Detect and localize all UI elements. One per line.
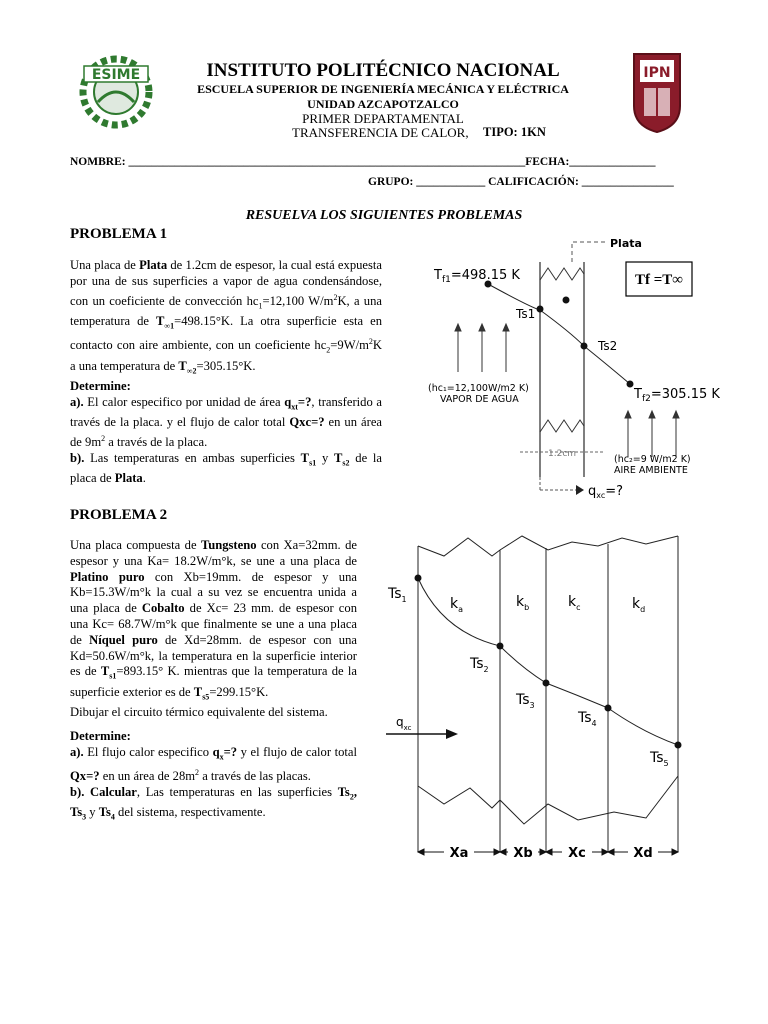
problem2-text: Una placa compuesta de Tungsteno con Xa=32mm. de espesor y una Ka= 18.2W/m°k, se une a una placa de Platino puro con Xb=19mm. de espesor y una Kb=15.3W/m°k la cual a su vez se encuentra unida a una placa de Cobalto de Xc= 23 mm. de espesor con una Kc= 68.7W/m°k que finalmente se une a una placa de Níquel puro de Xd=28mm. de espesor con una Kd=50.6W/m°k, la temperatura en la superficie interior es de $T_{s1}=893.15^\circ$ K. mientras que la temperatura de la superficie exterior es de $T_{s5}=299.15^\circ K$. Dibujar el circuito térmico equivalente del sistema. Determine: a). El flujo calor especifico $q_x=$? y el flujo de calor total Qx=? en un área de $28m^2$ a través de las placas. b). Calcular, Las temperaturas en las superficies $Ts_2$, $Ts_3$ y $Ts_4$ del sistema, respectivamente. xyxy=(70,538,357,822)
problem1-text: Una placa de Plata de 1.2cm de espesor, la cual está expuesta por una de sus superficies a vapor de agua condensándose, con un coeficiente de convección $hc_1=12,100$ $W/m^2K$, a una temperatura de $T_{\infty 1}=498.15^\circ K$. La otra superficie esta en contacto con aire ambiente, con un coeficiente $hc_2=9W/m^2K$ a una temperatura de $T_{\infty 2}=305.15^\circ K$. Determine: a). El calor especifico por unidad de área $q_{xt}=$?, transferido a través de la placa. y el flujo de calor total Qxc=? en un área de $9m^2$ a través de la placa. b). Las temperaturas en ambas superficies $T_{s1}$ y $T_{s2}$ de la placa de Plata. xyxy=(70,258,382,486)
thickness-label: 1.2cm xyxy=(548,449,577,459)
ipn-logo xyxy=(626,50,688,134)
kd-label: k xyxy=(632,596,641,612)
ts2-label: Ts2 xyxy=(598,339,618,353)
q-label: q xyxy=(396,715,404,729)
hc2-label: (hc₂=9 W/m2 K) xyxy=(614,454,691,465)
institution-title: INSTITUTO POLITÉCNICO NACIONAL xyxy=(206,60,560,81)
tf2-label: =305.15 K xyxy=(650,387,720,402)
problem2-figure xyxy=(382,532,702,872)
svg-text:kd: $k_d$ xyxy=(632,596,646,614)
svg-text:Tf1=498.15 K: $T_{f1}=498.15$ K xyxy=(434,268,520,285)
air-label: AIRE AMBIENTE xyxy=(614,465,688,476)
tf-box: Tf =T∞ xyxy=(635,272,683,288)
plate-label: Plata xyxy=(610,237,642,250)
kc-label: k xyxy=(568,594,577,610)
course-name: TRANSFERENCIA DE CALOR, xyxy=(292,125,469,140)
svg-text:Ts3: $Ts_3$ xyxy=(516,692,535,710)
svg-text:Tf2=305.15 K: $T_{f2}=305.15$ K xyxy=(634,387,720,404)
svg-text:Ts4: $Ts_4$ xyxy=(578,710,597,728)
ka-label: k xyxy=(450,596,459,612)
ts5-label-2: Ts xyxy=(650,750,664,766)
flux-label: =? xyxy=(605,484,624,499)
school-name: ESCUELA SUPERIOR DE INGENIERÍA MECÁNICA Y ELÉCTRICA xyxy=(197,82,569,96)
xd-label: Xd xyxy=(633,846,653,861)
unit-name: UNIDAD AZCAPOTZALCO xyxy=(307,97,459,111)
nombre-fecha-field[interactable]: NOMBRE: _____________________________________________________________________FECHA:_______________ xyxy=(70,156,656,168)
exam-name: PRIMER DEPARTAMENTAL xyxy=(302,111,464,126)
esime-logo xyxy=(76,52,156,130)
svg-text:Ts1: $Ts_1$ xyxy=(388,586,407,604)
svg-text:qxc: $q_{xc}$ xyxy=(396,715,412,732)
problem1-figure xyxy=(420,232,720,504)
xa-label: Xa xyxy=(449,846,469,861)
svg-text:ka: $k_a$ xyxy=(450,596,464,614)
svg-text:qxc=?: $q_{xc}=$? xyxy=(588,484,624,500)
svg-text:Ts2: $Ts_2$ xyxy=(470,656,489,674)
ipn-logo-text: IPN xyxy=(643,65,671,81)
vapor-label: VAPOR DE AGUA xyxy=(440,394,519,405)
ts3-label-2: Ts xyxy=(516,692,530,708)
tf1-label: 498.15 K xyxy=(461,268,520,283)
ts4-label-2: Ts xyxy=(578,710,592,726)
svg-text:Ts5: $Ts_5$ xyxy=(650,750,669,768)
exam-type: TIPO: 1KN xyxy=(483,125,546,139)
grupo-calificacion-field[interactable]: GRUPO: ____________ CALIFICACIÓN: ________________ xyxy=(368,176,674,188)
kb-label: k xyxy=(516,594,525,610)
xc-label: Xc xyxy=(568,846,586,861)
svg-text:kb: $k_b$ xyxy=(516,594,530,612)
ts2-label-2: Ts xyxy=(470,656,484,672)
svg-text:kc: $k_c$ xyxy=(568,594,581,612)
problem1-title: PROBLEMA 1 xyxy=(70,226,168,242)
esime-logo-text: ESIME xyxy=(91,67,141,83)
instructions: RESUELVA LOS SIGUIENTES PROBLEMAS xyxy=(245,208,523,223)
xb-label: Xb xyxy=(513,846,533,861)
problem2-title: PROBLEMA 2 xyxy=(70,507,168,523)
hc1-label: (hc₁=12,100W/m2 K) xyxy=(428,383,529,394)
ts1-label-2: Ts xyxy=(388,586,402,602)
ts1-label: Ts1 xyxy=(516,307,536,321)
